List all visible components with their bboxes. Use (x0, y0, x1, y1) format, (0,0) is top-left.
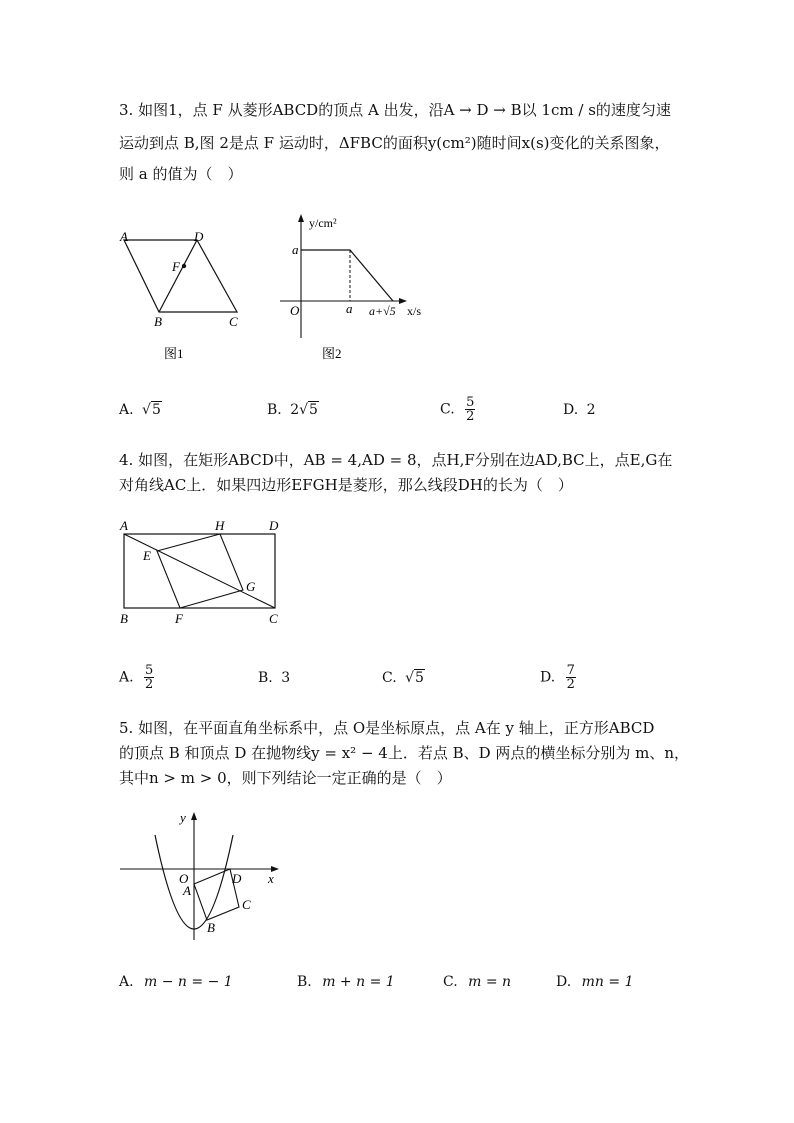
q5-text-line-3: 其中n > m > 0，则下列结论一定正确的是（ ） (119, 769, 452, 787)
q4-option-c-value: 5 (415, 670, 424, 686)
q4-option-d-denominator: 2 (566, 677, 575, 692)
q4-fig-label-C: C (269, 611, 278, 626)
q5-option-b-letter: B. (297, 974, 312, 990)
q4-fig-label-G: G (246, 579, 256, 594)
q3-option-d[interactable] (563, 402, 596, 418)
q3-option-c-denominator: 2 (466, 409, 475, 424)
q3-text-line-3: 则 a 的值为（ ） (119, 165, 243, 183)
q4-fig-label-H: H (215, 518, 225, 533)
q3-fig2-xlabel: x/s (407, 304, 422, 318)
q3-option-b-coefficient: 2 (290, 402, 300, 418)
q4-option-b[interactable] (258, 670, 290, 686)
q4-fig-label-A: A (120, 518, 128, 533)
q4-option-a[interactable] (119, 664, 154, 691)
q5-fig-label-B: B (207, 920, 215, 935)
q5-figure-parabola (115, 805, 290, 945)
q3-option-a-value: 5 (151, 402, 161, 418)
q5-option-a-value: m − n = − 1 (144, 974, 233, 990)
q3-option-a[interactable]: A. √5 (119, 402, 161, 418)
q3-option-b-letter: B. (267, 402, 282, 418)
q5-option-b-value: m + n = 1 (322, 974, 395, 990)
q3-fig1-label-B: B (154, 314, 162, 329)
q4-option-d[interactable] (540, 664, 576, 691)
q4-fig-label-D: D (269, 518, 279, 533)
q3-option-d-letter: D. (563, 402, 579, 418)
q4-text-line-2: 对角线AC上．如果四边形EFGH是菱形，那么线段DH的长为（ ） (119, 476, 573, 494)
q4-fig-label-F: F (175, 611, 183, 626)
q5-fig-label-C: C (242, 897, 251, 912)
q3-figure-1-rhombus (115, 225, 250, 365)
q4-option-a-denominator: 2 (145, 677, 154, 692)
q5-option-c[interactable] (443, 974, 511, 990)
q3-option-c-letter: C. (440, 401, 455, 418)
q3-figure-2-graph (280, 210, 440, 365)
q5-option-b[interactable] (297, 974, 395, 990)
q3-text-line-2: 运动到点 B,图 2是点 F 运动时，ΔFBC的面积y(cm²)随时间x(s)变化的关系图象， (119, 134, 670, 152)
q4-option-d-letter: D. (540, 669, 556, 686)
q3-fig1-label-D: D (194, 229, 204, 244)
q4-text-line-1: 4. 如图，在矩形ABCD中，AB = 4,AD = 8，点H,F分别在边AD,BC上，点E,G在 (119, 451, 673, 469)
q3-option-b-value: 5 (309, 402, 318, 418)
q4-option-a-numerator: 5 (145, 663, 154, 678)
q4-option-c[interactable]: C. √5 (382, 670, 424, 686)
q5-text-line-2: 的顶点 B 和顶点 D 在抛物线y = x² − 4上．若点 B、D 两点的横坐标分别为 m、n， (119, 744, 690, 762)
q3-fig2-origin: O (290, 303, 300, 318)
q5-option-d-letter: D. (556, 974, 572, 990)
q3-fig1-label-F: F (172, 259, 180, 274)
q3-option-c[interactable] (440, 396, 475, 423)
q4-figure-rectangle (115, 515, 290, 630)
q4-option-a-letter: A. (119, 669, 134, 686)
q3-fig2-label-a-y: a (292, 242, 299, 257)
q4-option-b-letter: B. (258, 670, 273, 686)
q5-fig-label-x: x (268, 871, 274, 886)
q5-option-d-value: mn = 1 (581, 974, 634, 990)
q5-option-a[interactable] (119, 974, 233, 990)
q5-option-c-value: m = n (468, 974, 512, 990)
q3-option-a-letter: A. (119, 402, 134, 418)
q4-option-b-value: 3 (281, 670, 291, 686)
q5-option-d[interactable] (556, 974, 633, 990)
q3-option-d-value: 2 (586, 402, 596, 418)
q5-option-c-letter: C. (443, 974, 458, 990)
q4-option-c-letter: C. (382, 670, 397, 686)
q3-fig2-label-a-x: a (346, 301, 353, 316)
q4-fig-label-E: E (143, 548, 151, 563)
q4-option-d-numerator: 7 (566, 663, 575, 678)
q3-option-b[interactable]: B. 2√5 (267, 402, 318, 418)
q5-fig-label-D: D (232, 871, 242, 886)
q3-fig1-label-C: C (229, 314, 238, 329)
q5-text-line-1: 5. 如图，在平面直角坐标系中，点 O是坐标原点，点 A在 y 轴上，正方形ABCD (119, 719, 655, 737)
q5-option-a-letter: A. (119, 974, 134, 990)
q5-fig-label-A: A (183, 883, 191, 898)
q5-fig-label-y: y (180, 810, 186, 825)
q3-fig2-ylabel: y/cm² (309, 216, 337, 230)
q4-fig-label-B: B (120, 611, 128, 626)
q5-fig-label-origin: O (179, 871, 189, 886)
q3-text-line-1: 3. 如图1，点 F 从菱形ABCD的顶点 A 出发，沿A → D → B以 1cm / s的速度匀速 (119, 101, 671, 119)
q3-fig1-label-A: A (120, 229, 128, 244)
q3-fig1-caption: 图1 (164, 346, 184, 361)
q3-fig2-label-a-plus-sqrt5: a+√5 (369, 304, 396, 318)
q3-fig2-caption: 图2 (322, 346, 342, 361)
q3-option-c-numerator: 5 (466, 395, 475, 410)
